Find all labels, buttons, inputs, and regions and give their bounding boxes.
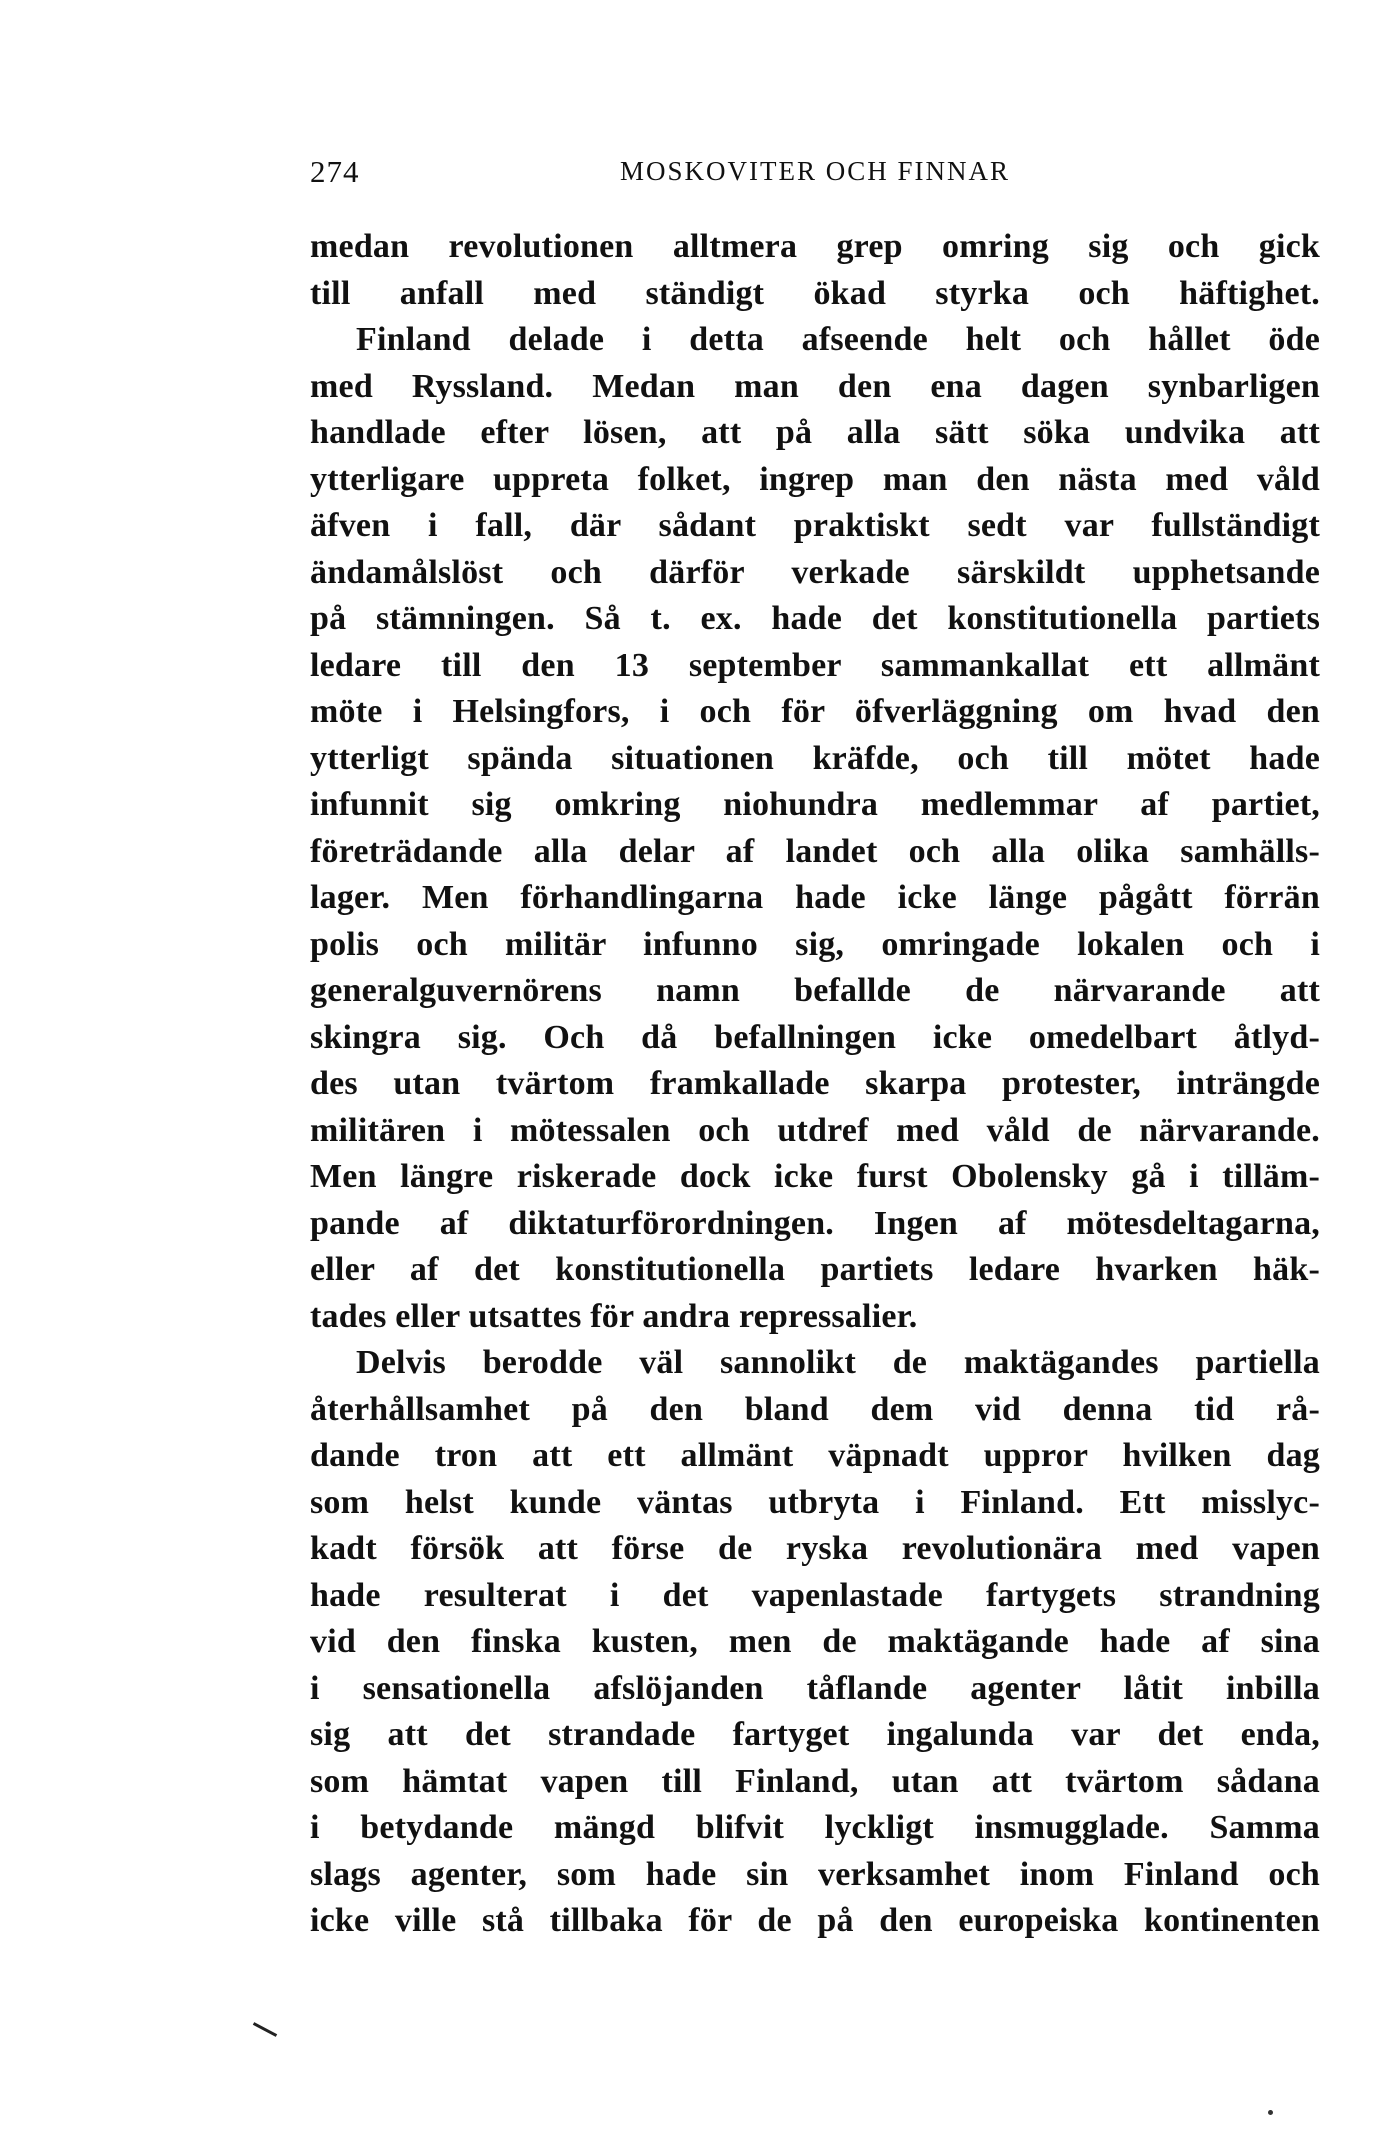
running-header [310,154,1320,194]
text-line: med Ryssland. Medan man den ena dagen synbarligen [310,367,1320,405]
text-line: företrädande alla delar af landet och alla olika samhälls- [310,832,1320,870]
text-line: möte i Helsingfors, i och för öfverläggning om hvad den [310,693,1320,730]
stray-mark [253,2022,277,2037]
text-line: militären i mötessalen och utdref med våld de närvarande. [310,1111,1320,1149]
text-line: Finland delade i detta afseende helt och hållet öde [356,321,1320,358]
text-line: eller af det konstitutionella partiets ledare hvarken häk- [310,1251,1320,1288]
stray-dot [1268,2110,1273,2115]
text-line: till anfall med ständigt ökad styrka och häftighet. [310,274,1320,312]
text-line: på stämningen. Så t. ex. hade det konstitutionella partiets [310,600,1320,637]
text-line: i betydande mängd blifvit lyckligt insmugglade. Samma [310,1809,1320,1846]
text-line: i sensationella afslöjanden tåflande agenter låtit inbilla [310,1669,1320,1707]
text-line: icke ville stå tillbaka för de på den europeiska kontinenten [310,1902,1320,1939]
text-line: sig att det strandade fartyget ingalunda var det enda, [310,1716,1320,1753]
text-line: Delvis berodde väl sannolikt de maktägandes partiella [356,1344,1320,1381]
text-line: återhållsamhet på den bland dem vid denna tid rå- [310,1390,1320,1428]
text-line: Men längre riskerade dock icke furst Obolensky gå i tilläm- [310,1158,1320,1195]
text-line: ytterligt spända situationen kräfde, och till mötet hade [310,739,1320,777]
text-line: hade resulterat i det vapenlastade fartygets strandning [310,1576,1320,1614]
text-line: som helst kunde väntas utbryta i Finland. Ett misslyc- [310,1483,1320,1521]
text-line: ändamålslöst och därför verkade särskildt upphetsande [310,553,1320,591]
text-line: som hämtat vapen till Finland, utan att tvärtom sådana [310,1762,1320,1800]
running-title: MOSKOVITER OCH FINNAR [619,156,1011,186]
text-line: polis och militär infunno sig, omringade lokalen och i [310,925,1320,963]
text-line: dande tron att ett allmänt väpnadt uppror hvilken dag [310,1437,1320,1474]
text-line: tades eller utsattes för andra repressalier. [310,1297,918,1335]
text-line: medan revolutionen alltmera grep omring sig och gick [310,228,1320,265]
text-line: lager. Men förhandlingarna hade icke länge pågått förrän [310,879,1320,916]
text-line: pande af diktaturförordningen. Ingen af mötesdeltagarna, [310,1204,1320,1242]
text-line: äfven i fall, där sådant praktiskt sedt var fullständigt [310,507,1320,544]
text-line: vid den finska kusten, men de maktägande hade af sina [310,1623,1320,1660]
text-line: slags agenter, som hade sin verksamhet inom Finland och [310,1855,1320,1893]
text-line: des utan tvärtom framkallade skarpa protester, inträngde [310,1065,1320,1102]
text-line: ledare till den 13 september sammankallat ett allmänt [310,646,1320,684]
text-line: generalguvernörens namn befallde de närvarande att [310,972,1320,1009]
body-text [310,224,1320,1945]
text-line: kadt försök att förse de ryska revolutionära med vapen [310,1530,1320,1567]
page-number: 274 [310,154,360,189]
text-line: handlade efter lösen, att på alla sätt söka undvika att [310,414,1320,451]
text-line: infunnit sig omkring niohundra medlemmar af partiet, [310,786,1320,823]
text-line: skingra sig. Och då befallningen icke omedelbart åtlyd- [310,1018,1320,1056]
text-line: ytterligare uppreta folket, ingrep man den nästa med våld [310,460,1320,498]
